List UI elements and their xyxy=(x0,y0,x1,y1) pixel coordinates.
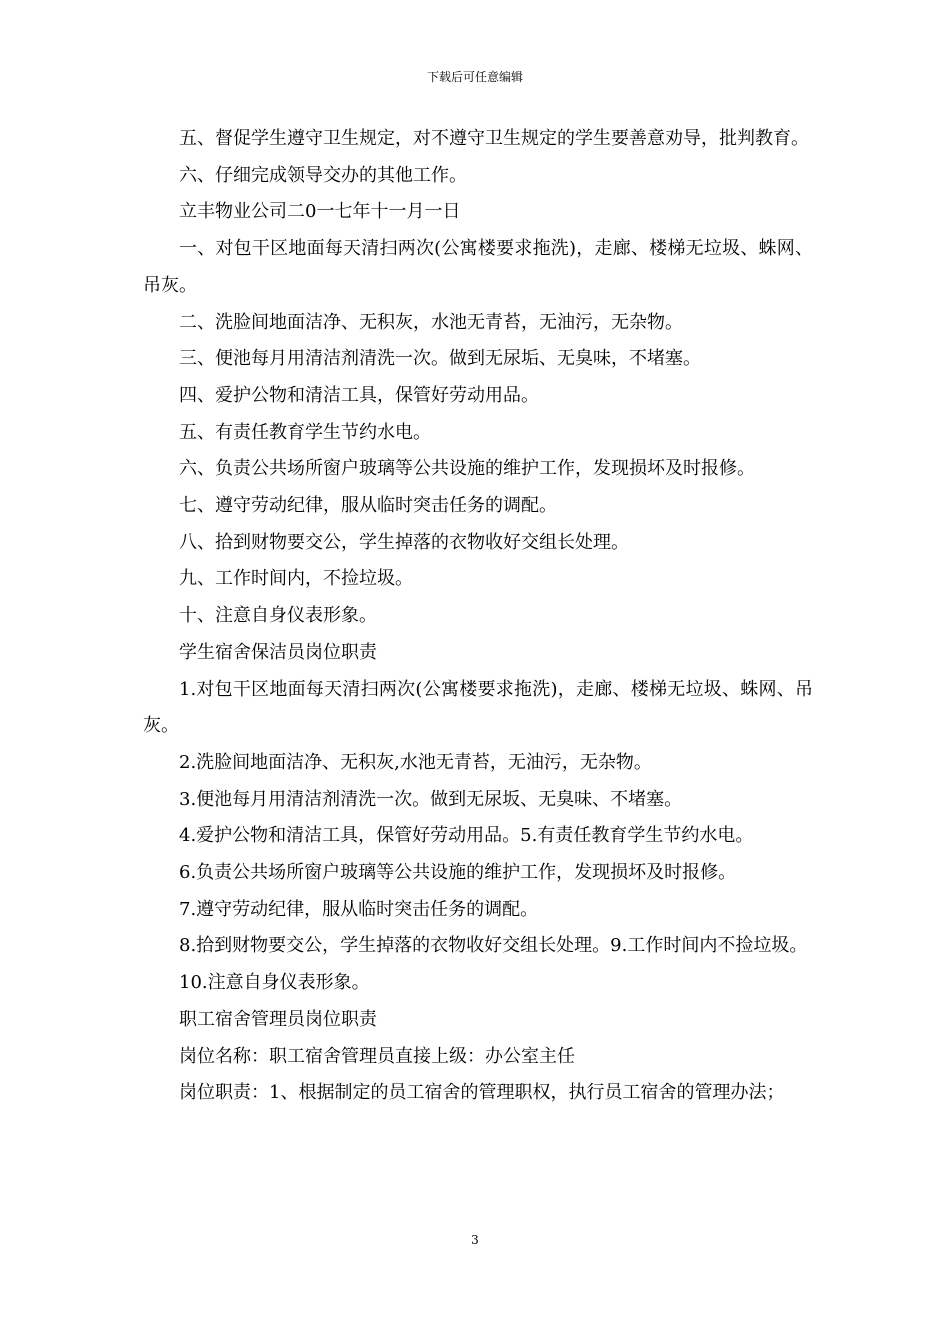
paragraph: 六、仔细完成领导交办的其他工作。 xyxy=(179,164,467,186)
company-date-line: 立丰物业公司二0一七年十一月一日 xyxy=(179,201,461,223)
paragraph: 3.便池每月用清洁剂清洗一次。做到无尿坂、无臭味、不堵塞。 xyxy=(179,788,683,810)
paragraph: 六、负责公共场所窗户玻璃等公共设施的维护工作，发现损坏及时报修。 xyxy=(179,458,755,480)
paragraph: 四、爱护公物和清洁工具，保管好劳动用品。 xyxy=(179,384,539,406)
paragraph: 五、督促学生遵守卫生规定，对不遵守卫生规定的学生要善意劝导，批判教育。 xyxy=(179,128,809,149)
paragraph: 4.爱护公物和清洁工具，保管好劳动用品。5.有责任教育学生节约水电。 xyxy=(179,825,754,847)
paragraph: 6.负责公共场所窗户玻璃等公共设施的维护工作，发现损坏及时报修。 xyxy=(179,862,737,884)
paragraph: 八、拾到财物要交公，学生掉落的衣物收好交组长处理。 xyxy=(179,531,629,553)
paragraph: 2.洗脸间地面洁净、无积灰,水池无青苔，无油污，无杂物。 xyxy=(179,751,652,773)
section-heading: 职工宿舍管理员岗位职责 xyxy=(179,1008,377,1030)
page-number: 3 xyxy=(471,1233,479,1247)
header-note: 下载后可任意编辑 xyxy=(426,70,523,84)
paragraph: 一、对包干区地面每天清扫两次(公寓楼要求拖洗)，走廊、楼梯无垃圾、蛛网、吊灰。 xyxy=(143,238,813,296)
paragraph: 10.注意自身仪表形象。 xyxy=(179,972,370,994)
paragraph: 七、遵守劳动纪律，服从临时突击任务的调配。 xyxy=(179,495,557,517)
paragraph: 8.拾到财物要交公，学生掉落的衣物收好交组长处理。9.工作时间内不捡垃圾。 xyxy=(179,935,808,957)
paragraph: 岗位职责：1、根据制定的员工宿舍的管理职权，执行员工宿舍的管理办法； xyxy=(179,1082,785,1104)
paragraph: 五、有责任教育学生节约水电。 xyxy=(179,421,431,443)
paragraph: 三、便池每月用清洁剂清洗一次。做到无尿垢、无臭味，不堵塞。 xyxy=(179,348,701,370)
paragraph: 二、洗脸间地面洁净、无积灰，水池无青苔，无油污，无杂物。 xyxy=(179,311,683,333)
document-body xyxy=(143,121,813,1112)
paragraph: 7.遵守劳动纪律，服从临时突击任务的调配。 xyxy=(179,898,539,920)
paragraph: 岗位名称：职工宿舍管理员直接上级：办公室主任 xyxy=(179,1045,575,1067)
paragraph: 1.对包干区地面每天清扫两次(公寓楼要求拖洗)，走廊、楼梯无垃圾、蛛网、吊灰。 xyxy=(143,678,813,737)
section-heading: 学生宿舍保洁员岗位职责 xyxy=(179,641,377,663)
paragraph: 十、注意自身仪表形象。 xyxy=(179,605,377,627)
paragraph: 九、工作时间内，不捡垃圾。 xyxy=(179,568,413,590)
